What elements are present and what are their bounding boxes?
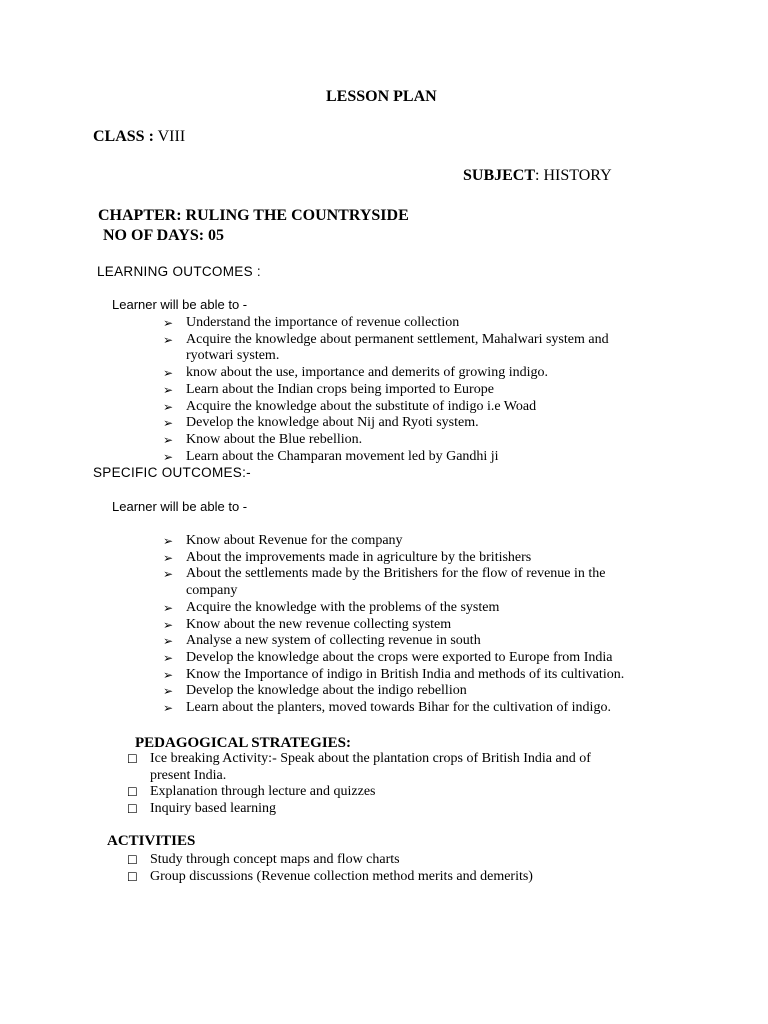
arrow-bullet-icon: ➢ <box>163 550 174 565</box>
arrow-bullet-icon: ➢ <box>163 567 174 582</box>
list-item: ➢ Know about Revenue for the company <box>163 533 403 548</box>
arrow-bullet-icon: ➢ <box>163 382 174 397</box>
arrow-bullet-icon: ➢ <box>163 432 174 447</box>
list-item-continuation: present India. <box>150 767 227 783</box>
arrow-bullet-icon: ➢ <box>163 534 174 548</box>
list-item: ➢ Learn about the Indian crops being imported to Europe <box>163 381 494 397</box>
list-item: ☐ Ice breaking Activity:- Speak about the plantation crops of British India and of <box>127 751 591 766</box>
list-item: ➢ About the improvements made in agriculture by the britishers <box>163 549 532 565</box>
arrow-bullet-icon: ➢ <box>163 449 174 464</box>
learning-outcomes-intro: Learner will be able to - <box>112 297 248 312</box>
list-item-continuation: company <box>186 583 238 599</box>
arrow-bullet-icon: ➢ <box>163 617 174 632</box>
learning-outcomes-list <box>163 315 683 465</box>
list-item: ➢ Acquire the knowledge with the problems of the system <box>163 599 500 615</box>
list-item: ➢ Know about the new revenue collecting system <box>163 616 452 632</box>
arrow-bullet-icon: ➢ <box>163 399 174 414</box>
list-item: ➢ Develop the knowledge about Nij and Ryoti system. <box>163 415 479 431</box>
list-item: ➢ Acquire the knowledge about permanent settlement, Mahalwari system and <box>163 331 609 347</box>
arrow-bullet-icon: ➢ <box>163 701 174 716</box>
page-title: LESSON PLAN <box>326 88 437 105</box>
checkbox-bullet-icon: ☐ <box>127 869 138 884</box>
arrow-bullet-icon: ➢ <box>163 366 174 381</box>
list-item: ➢ Know the Importance of indigo in British India and methods of its cultivation. <box>163 666 625 682</box>
specific-outcomes-list <box>163 533 683 717</box>
list-item: ➢ Understand the importance of revenue collection <box>163 315 460 330</box>
chapter-title: CHAPTER: RULING THE COUNTRYSIDE <box>98 207 409 224</box>
pedagogical-strategies-heading: PEDAGOGICAL STRATEGIES: <box>135 735 352 751</box>
activities-list <box>127 852 647 885</box>
list-item: ➢ Develop the knowledge about the crops were exported to Europe from India <box>163 649 613 665</box>
list-item: ➢ know about the use, importance and demerits of growing indigo. <box>163 365 548 381</box>
learning-outcomes-heading: LEARNING OUTCOMES : <box>97 264 261 279</box>
list-item: ➢ Learn about the Champaran movement led by Gandhi ji <box>163 448 499 464</box>
list-item: ☐ Inquiry based learning <box>127 801 276 817</box>
list-item: ☐ Study through concept maps and flow charts <box>127 852 400 867</box>
subject-line <box>463 167 612 185</box>
list-item: ☐ Group discussions (Revenue collection method merits and demerits) <box>127 868 533 884</box>
checkbox-bullet-icon: ☐ <box>127 752 138 766</box>
specific-outcomes-intro: Learner will be able to - <box>112 499 248 514</box>
arrow-bullet-icon: ➢ <box>163 316 174 330</box>
specific-outcomes-heading: SPECIFIC OUTCOMES:- <box>93 465 251 480</box>
activities-heading: ACTIVITIES <box>107 833 196 849</box>
arrow-bullet-icon: ➢ <box>163 600 174 615</box>
class-line <box>93 128 185 146</box>
arrow-bullet-icon: ➢ <box>163 416 174 431</box>
checkbox-bullet-icon: ☐ <box>127 785 138 800</box>
arrow-bullet-icon: ➢ <box>163 684 174 699</box>
list-item: ➢ Develop the knowledge about the indigo rebellion <box>163 683 467 699</box>
list-item-continuation: ryotwari system. <box>186 348 280 364</box>
list-item: ☐ Explanation through lecture and quizzes <box>127 784 376 800</box>
list-item: ➢ Know about the Blue rebellion. <box>163 431 363 447</box>
list-item: ➢ Acquire the knowledge about the substitute of indigo i.e Woad <box>163 398 537 414</box>
list-item: ➢ About the settlements made by the Britishers for the flow of revenue in the <box>163 566 606 582</box>
subject-label: SUBJECT <box>463 167 536 184</box>
pedagogical-strategies-list <box>127 751 647 818</box>
list-item: ➢ Analyse a new system of collecting revenue in south <box>163 633 481 649</box>
arrow-bullet-icon: ➢ <box>163 332 174 347</box>
class-label: CLASS : <box>93 128 154 145</box>
arrow-bullet-icon: ➢ <box>163 634 174 649</box>
arrow-bullet-icon: ➢ <box>163 667 174 682</box>
subject-value: : HISTORY <box>535 167 612 184</box>
checkbox-bullet-icon: ☐ <box>127 802 138 817</box>
class-value: VIII <box>153 128 186 145</box>
arrow-bullet-icon: ➢ <box>163 650 174 665</box>
list-item: ➢ Learn about the planters, moved towards Bihar for the cultivation of indigo. <box>163 700 611 716</box>
checkbox-bullet-icon: ☐ <box>127 853 138 867</box>
number-of-days: NO OF DAYS: 05 <box>103 227 225 244</box>
